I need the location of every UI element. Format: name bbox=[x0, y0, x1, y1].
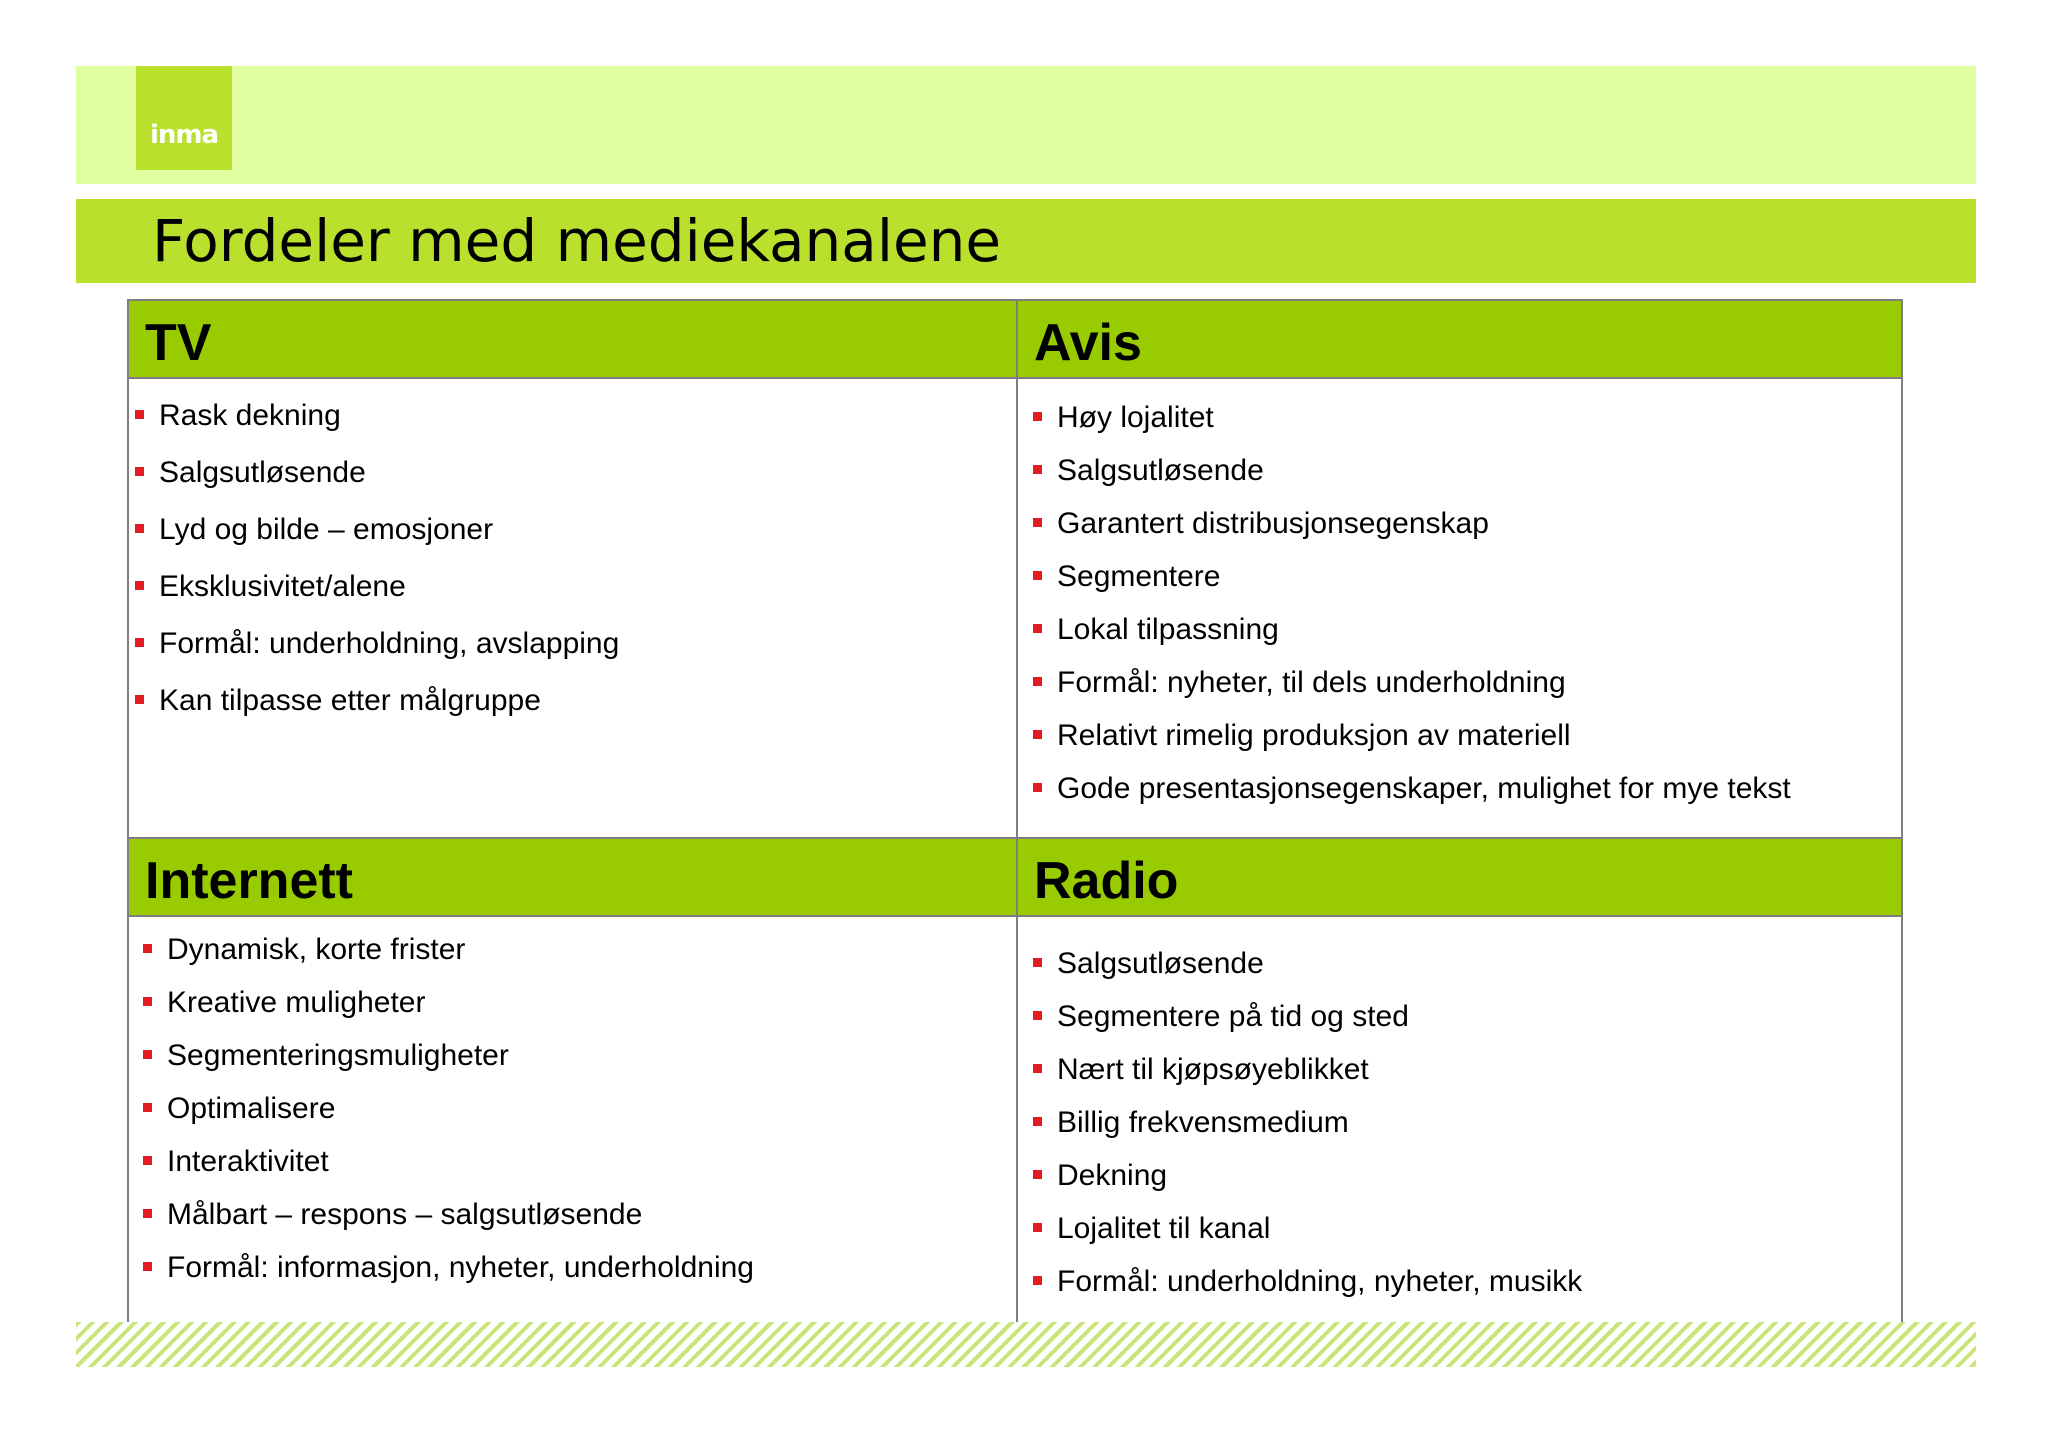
tv-header bbox=[129, 301, 1016, 379]
avis-item: Lokal tilpassning bbox=[1033, 603, 1791, 656]
radio-list bbox=[1033, 937, 1582, 1308]
bullet-square-icon bbox=[1033, 1170, 1042, 1179]
avis-item: Relativt rimelig produksjon av materiell bbox=[1033, 709, 1791, 762]
bullet-square-icon bbox=[1033, 730, 1042, 739]
avis-item: Segmentere bbox=[1033, 550, 1791, 603]
avis-header bbox=[1018, 301, 1901, 379]
radio-header bbox=[1018, 839, 1901, 917]
internett-item: Dynamisk, korte frister bbox=[143, 923, 754, 976]
internett-item: Optimalisere bbox=[143, 1082, 754, 1135]
logo-text: inma bbox=[149, 120, 219, 150]
internett-item: Formål: informasjon, nyheter, underholdning bbox=[143, 1241, 754, 1294]
bullet-square-icon bbox=[143, 1156, 152, 1165]
page-title: Fordeler med mediekanalene bbox=[152, 207, 1002, 275]
avis-item: Salgsutløsende bbox=[1033, 444, 1791, 497]
bullet-square-icon bbox=[1033, 412, 1042, 421]
bullet-square-icon bbox=[135, 695, 144, 704]
bullet-square-icon bbox=[135, 638, 144, 647]
internett-item: Målbart – respons – salgsutløsende bbox=[143, 1188, 754, 1241]
bullet-square-icon bbox=[1033, 1064, 1042, 1073]
bullet-square-icon bbox=[143, 1050, 152, 1059]
avis-list bbox=[1033, 391, 1791, 815]
avis-item: Høy lojalitet bbox=[1033, 391, 1791, 444]
avis-item: Garantert distribusjonsegenskap bbox=[1033, 497, 1791, 550]
bullet-square-icon bbox=[143, 1209, 152, 1218]
tv-item: Rask dekning bbox=[135, 387, 619, 444]
tv-item: Eksklusivitet/alene bbox=[135, 558, 619, 615]
bullet-square-icon bbox=[1033, 571, 1042, 580]
radio-heading: Radio bbox=[1034, 852, 1179, 910]
internett-item: Kreative muligheter bbox=[143, 976, 754, 1029]
bullet-square-icon bbox=[135, 467, 144, 476]
radio-item: Lojalitet til kanal bbox=[1033, 1202, 1582, 1255]
bullet-square-icon bbox=[1033, 1117, 1042, 1126]
tv-list bbox=[135, 387, 619, 729]
footer-stripe bbox=[76, 1322, 1976, 1367]
radio-item: Billig frekvensmedium bbox=[1033, 1096, 1582, 1149]
header-band bbox=[76, 66, 1976, 184]
inma-logo bbox=[136, 66, 232, 170]
bullet-square-icon bbox=[143, 1103, 152, 1112]
tv-item: Lyd og bilde – emosjoner bbox=[135, 501, 619, 558]
tv-item: Salgsutløsende bbox=[135, 444, 619, 501]
radio-item: Nært til kjøpsøyeblikket bbox=[1033, 1043, 1582, 1096]
bullet-square-icon bbox=[135, 410, 144, 419]
bullet-square-icon bbox=[1033, 465, 1042, 474]
bullet-square-icon bbox=[1033, 518, 1042, 527]
bullet-square-icon bbox=[143, 997, 152, 1006]
bullet-square-icon bbox=[1033, 1011, 1042, 1020]
avis-item: Gode presentasjonsegenskaper, mulighet for mye tekst bbox=[1033, 762, 1791, 815]
bullet-square-icon bbox=[143, 944, 152, 953]
internett-item: Segmenteringsmuligheter bbox=[143, 1029, 754, 1082]
column-divider bbox=[1016, 301, 1018, 1327]
bullet-square-icon bbox=[1033, 677, 1042, 686]
bullet-square-icon bbox=[1033, 624, 1042, 633]
bullet-square-icon bbox=[1033, 1223, 1042, 1232]
media-channels-table bbox=[127, 299, 1903, 1329]
avis-item: Formål: nyheter, til dels underholdning bbox=[1033, 656, 1791, 709]
title-band bbox=[76, 199, 1976, 283]
radio-item: Salgsutløsende bbox=[1033, 937, 1582, 990]
internett-list bbox=[143, 923, 754, 1294]
radio-item: Dekning bbox=[1033, 1149, 1582, 1202]
internett-item: Interaktivitet bbox=[143, 1135, 754, 1188]
bullet-square-icon bbox=[1033, 783, 1042, 792]
tv-heading: TV bbox=[145, 314, 212, 372]
bullet-square-icon bbox=[143, 1262, 152, 1271]
bullet-square-icon bbox=[1033, 958, 1042, 967]
internett-header bbox=[129, 839, 1016, 917]
radio-item: Segmentere på tid og sted bbox=[1033, 990, 1582, 1043]
bullet-square-icon bbox=[135, 581, 144, 590]
tv-item: Kan tilpasse etter målgruppe bbox=[135, 672, 619, 729]
tv-item: Formål: underholdning, avslapping bbox=[135, 615, 619, 672]
bullet-square-icon bbox=[135, 524, 144, 533]
bullet-square-icon bbox=[1033, 1276, 1042, 1285]
radio-item: Formål: underholdning, nyheter, musikk bbox=[1033, 1255, 1582, 1308]
internett-heading: Internett bbox=[145, 852, 353, 910]
avis-heading: Avis bbox=[1034, 314, 1142, 372]
